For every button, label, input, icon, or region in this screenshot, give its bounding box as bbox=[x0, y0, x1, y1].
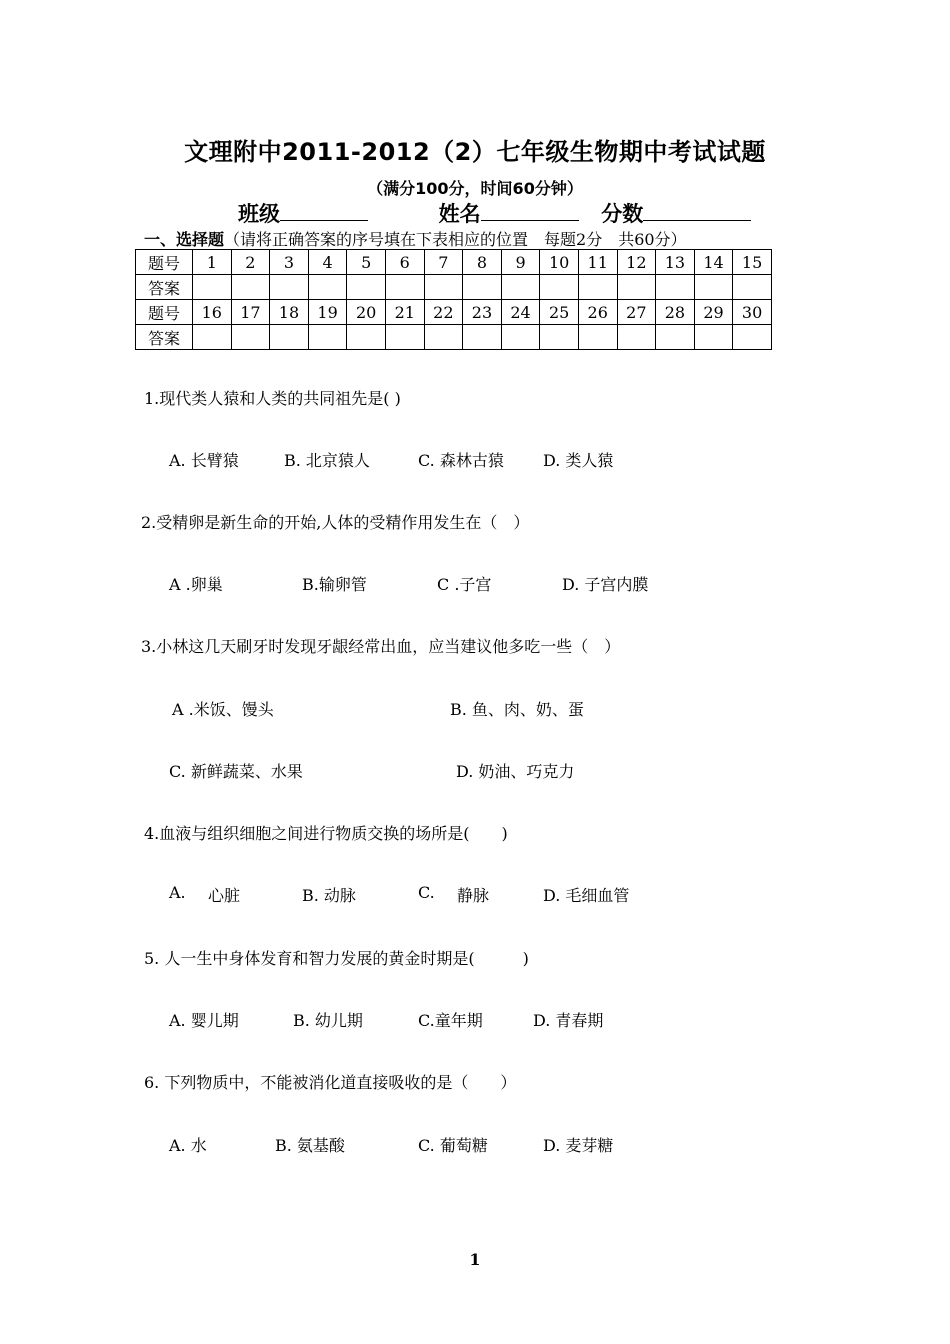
option-a: A .米饭、馒头 bbox=[172, 700, 274, 719]
option-d: D. 青春期 bbox=[533, 1011, 604, 1030]
option-c: C. 新鲜蔬菜、水果 bbox=[169, 762, 303, 781]
page-number: 1 bbox=[469, 1250, 481, 1269]
question-number: 26 bbox=[578, 300, 617, 325]
option-b: B. 鱼、肉、奶、蛋 bbox=[450, 700, 584, 719]
answer-cell[interactable] bbox=[733, 275, 772, 300]
answer-cell[interactable] bbox=[694, 275, 733, 300]
question-number: 9 bbox=[501, 250, 540, 275]
answer-cell[interactable] bbox=[270, 325, 309, 350]
question-stem: 1.现代类人猿和人类的共同祖先是( ) bbox=[144, 389, 401, 408]
question-number: 5 bbox=[347, 250, 386, 275]
answer-cell[interactable] bbox=[424, 325, 463, 350]
option-a: A. 婴儿期 bbox=[169, 1011, 239, 1030]
question-number: 27 bbox=[617, 300, 656, 325]
option-d: D. 麦芽糖 bbox=[543, 1136, 614, 1155]
answer-cell[interactable] bbox=[308, 275, 347, 300]
question-stem: 6. 下列物质中，不能被消化道直接吸收的是（ ） bbox=[144, 1073, 517, 1092]
answer-cell[interactable] bbox=[733, 325, 772, 350]
question-number: 13 bbox=[656, 250, 695, 275]
option-b: B. 动脉 bbox=[302, 886, 356, 905]
question-number: 11 bbox=[578, 250, 617, 275]
option-b: B. 北京猿人 bbox=[284, 451, 370, 470]
question-number: 18 bbox=[270, 300, 309, 325]
option-a: A. 长臂猿 bbox=[169, 451, 239, 470]
answer-table bbox=[135, 249, 772, 350]
option-c: C. 森林古猿 bbox=[418, 451, 504, 470]
answer-cell[interactable] bbox=[231, 325, 270, 350]
question-number: 4 bbox=[308, 250, 347, 275]
answer-cell[interactable] bbox=[385, 275, 424, 300]
answer-cell[interactable] bbox=[463, 325, 502, 350]
option-c-letter: C. bbox=[418, 883, 435, 902]
question-number: 12 bbox=[617, 250, 656, 275]
table-header-cell: 答案 bbox=[136, 275, 193, 300]
option-a-text: 心脏 bbox=[208, 886, 241, 905]
option-d: D. 子宫内膜 bbox=[562, 575, 649, 594]
question-stem: 4.血液与组织细胞之间进行物质交换的场所是( ) bbox=[144, 824, 508, 843]
name-label: 姓名 bbox=[438, 202, 481, 226]
answer-cell[interactable] bbox=[424, 275, 463, 300]
question-number: 23 bbox=[463, 300, 502, 325]
table-header-cell: 题号 bbox=[136, 300, 193, 325]
answer-cell[interactable] bbox=[501, 325, 540, 350]
answer-cell[interactable] bbox=[385, 325, 424, 350]
question-number: 30 bbox=[733, 300, 772, 325]
question-number: 29 bbox=[694, 300, 733, 325]
question-number: 24 bbox=[501, 300, 540, 325]
question-number: 19 bbox=[308, 300, 347, 325]
table-row bbox=[136, 300, 772, 325]
table-row bbox=[136, 275, 772, 300]
question-number: 22 bbox=[424, 300, 463, 325]
question-number: 6 bbox=[385, 250, 424, 275]
option-d: D. 类人猿 bbox=[543, 451, 614, 470]
answer-cell[interactable] bbox=[231, 275, 270, 300]
question-number: 10 bbox=[540, 250, 579, 275]
option-c: C.童年期 bbox=[418, 1011, 483, 1030]
option-b: B.输卵管 bbox=[302, 575, 367, 594]
option-c-text: 静脉 bbox=[457, 886, 490, 905]
question-number: 21 bbox=[385, 300, 424, 325]
question-number: 16 bbox=[193, 300, 232, 325]
answer-cell[interactable] bbox=[617, 275, 656, 300]
option-d: D. 毛细血管 bbox=[543, 886, 630, 905]
answer-cell[interactable] bbox=[656, 275, 695, 300]
question-number: 3 bbox=[270, 250, 309, 275]
answer-cell[interactable] bbox=[270, 275, 309, 300]
option-a: A .卵巢 bbox=[169, 575, 223, 594]
question-number: 7 bbox=[424, 250, 463, 275]
table-header-cell: 答案 bbox=[136, 325, 193, 350]
section-heading bbox=[144, 227, 687, 250]
table-row bbox=[136, 250, 772, 275]
answer-cell[interactable] bbox=[540, 325, 579, 350]
table-header-cell: 题号 bbox=[136, 250, 193, 275]
score-blank[interactable] bbox=[643, 200, 751, 221]
question-stem: 3.小林这几天刷牙时发现牙龈经常出血，应当建议他多吃一些（ ） bbox=[141, 637, 621, 656]
answer-cell[interactable] bbox=[347, 325, 386, 350]
option-a-letter: A. bbox=[169, 883, 186, 902]
question-number: 2 bbox=[231, 250, 270, 275]
answer-cell[interactable] bbox=[463, 275, 502, 300]
student-info-fields bbox=[238, 198, 751, 228]
answer-cell[interactable] bbox=[578, 325, 617, 350]
section-title: 一、选择题 bbox=[144, 230, 225, 249]
question-stem: 2.受精卵是新生命的开始,人体的受精作用发生在（ ） bbox=[141, 513, 530, 532]
page-subtitle: （满分100分，时间60分钟） bbox=[367, 179, 583, 198]
answer-cell[interactable] bbox=[656, 325, 695, 350]
option-a: A. 水 bbox=[169, 1136, 207, 1155]
question-number: 20 bbox=[347, 300, 386, 325]
question-number: 25 bbox=[540, 300, 579, 325]
answer-cell[interactable] bbox=[694, 325, 733, 350]
question-number: 28 bbox=[656, 300, 695, 325]
page-title: 文理附中2011-2012（2）七年级生物期中考试试题 bbox=[184, 138, 766, 166]
option-d: D. 奶油、巧克力 bbox=[456, 762, 575, 781]
option-b: B. 幼儿期 bbox=[293, 1011, 363, 1030]
answer-cell[interactable] bbox=[308, 325, 347, 350]
class-label: 班级 bbox=[238, 202, 280, 226]
question-stem: 5. 人一生中身体发育和智力发展的黄金时期是( ) bbox=[144, 949, 529, 968]
answer-cell[interactable] bbox=[193, 325, 232, 350]
question-number: 15 bbox=[733, 250, 772, 275]
question-number: 17 bbox=[231, 300, 270, 325]
answer-cell[interactable] bbox=[578, 275, 617, 300]
answer-cell[interactable] bbox=[540, 275, 579, 300]
table-row bbox=[136, 325, 772, 350]
section-note: （请将正确答案的序号填在下表相应的位置 每题2分 共60分） bbox=[224, 230, 687, 249]
option-b: B. 氨基酸 bbox=[275, 1136, 345, 1155]
class-blank[interactable] bbox=[280, 200, 368, 221]
question-number: 1 bbox=[193, 250, 232, 275]
name-blank[interactable] bbox=[481, 200, 579, 221]
answer-cell[interactable] bbox=[617, 325, 656, 350]
question-number: 14 bbox=[694, 250, 733, 275]
answer-cell[interactable] bbox=[193, 275, 232, 300]
score-label: 分数 bbox=[601, 202, 644, 226]
option-c: C .子宫 bbox=[437, 575, 492, 594]
answer-cell[interactable] bbox=[347, 275, 386, 300]
question-number: 8 bbox=[463, 250, 502, 275]
answer-cell[interactable] bbox=[501, 275, 540, 300]
option-c: C. 葡萄糖 bbox=[418, 1136, 488, 1155]
